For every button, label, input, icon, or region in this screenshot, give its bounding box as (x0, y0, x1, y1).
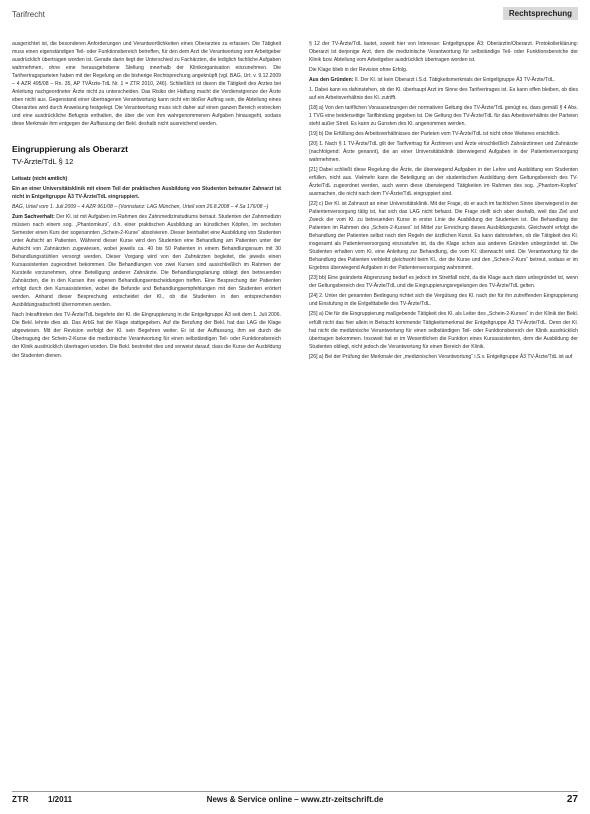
paragraph: [23] bb) Eine geänderte Abgrenzung bedarf es jedoch im Streitfall nicht, da die Klage auch dann unbegründet ist, wenn der Geltungsbereich des TV-Ärzte/TdL und die Eingruppierungsregelungen des TV-Ärzte/TdL gelten. (309, 275, 578, 290)
paragraph: Nach Inkrafttreten des TV-Ärzte/TdL begehrte der Kl. die Eingruppierung in die Entgeltgruppe Ä3 seit dem 1. Juli 2006. Die Bekl. lehnte dies ab. Das ArbG hat der Klage stattgegeben. Auf die Berufung der Bekl. hat das LAG die Klage abgewiesen. Mit der Revision verfolgt der Kl. sein Begehren weiter. Er ist der Auffassung, ihm sei durch die Übertragung der Schein-2-Kurse die medizinische Verantwortung für einen selbständigen Teil- oder Funktionsbereich der Klinik ausdrücklich übertragen worden. Die Bekl. bestreitet dies und verweist darauf, dass die Kurse der Ausbildung der Studenten dienen. (12, 312, 281, 359)
paragraph: [22] c) Der Kl. ist Zahnarzt an einer Universitätsklinik. Mit der Frage, ob er auch im fachlichen Sinne überwiegend in der Patientenversorgung tätig ist, hat sich das LAG nicht befasst. Die Frage stellt sich aber deshalb, weil das Ziel und Zweck der vom Kl. zu betreuenden Kurse in erster Linie die Ausbildung der Studenten ist. Die Behandlung der Patienten im Rahmen des „Schein-2-Kurses“ ist Mittel zur Erreichung dieses Ausbildungsziels. Gleichwohl erfolgt die Behandlung der Patienten selbst nach den Regeln der ärztlichen Kunst. Es kann dahinstehen, ob die Tätigkeit des Kl. insgesamt als Patientenversorgung einzustufen ist, da die Klage schon aus anderen Gründen unbegründet ist. Die Studenten erhalten vom Kl. eine Anleitung zur Behandlung, die vom Kl. überwacht wird. Die Verantwortung für die Behandlung des Patienten verbleibt gleichwohl beim Kl., der die Kurse und den „Schein-2-Kurs“ betreut, sodass er im Ergebnis überwiegend Aufgaben in der Patientenversorgung wahrnimmt. (309, 201, 578, 272)
facts-text: Der Kl. ist mit Aufgaben im Rahmen des Zahnmedizinstudiums betraut. Studenten der Zahnmedizin müssen nach einem sog. „Phantomkurs“, d.h. einer praktischen Ausbildung an künstlichen Köpfen, im sechsten Semester einen Kurs der sogenannten „Schein-2-Kurse“ absolvieren. Dieser beinhaltet eine Ausbildung von Studenten unter Aufsicht an Patienten. Während dieser Kurse wird den Studenten eine Behandlung am Patienten unter der Aufsicht von Zahnärzten zugewiesen, wobei jeweils ca. 40 bis 50 Patienten in einem Behandlungsraum mit 30 Behandlungsstühlen versorgt werden. Dieser Vorgang wird von den Zahnärzten begleitet, die jeweils einen Kursassistenten zugeordnet bekommen. Die Behandlungen von zwei Kursen sind ausschließlich im Rahmen der Kursteile vorzunehmen, ohne Beteiligung anderer Zahnärzte. Die Behandlungsplanung obliegt den betreuenden Zahnärzten, die in den Kursen ihre eigenen Behandlungsentscheidungen treffen. Eine Besprechung der Patienten erfolgt durch den Kursassistenten, wobei die Befunde und Behandlungsempfehlungen mit den Studenten erörtert werden. Anhand dieser Besprechung entscheidet der Kl., ob die Studenten in den entsprechenden Ausbildungsabschnitt übernommen werden. (12, 214, 281, 309)
paragraph: [21] Dabei schließt diese Regelung die Ärzte, die überwiegend Aufgaben in der Lehre und Ausbildung von Studenten erfüllen, nicht aus. Vielmehr kann die Beteiligung an der studentischen Ausbildung dem Geltungsbereich des TV-Ärzte/TdL zugeordnet werden, auch wenn diese überwiegend Tätigkeiten im Rahmen des sog. „Phantom-Kopfes“ ausmachen, die nicht nach dem TV-Ärzte/TdL eingruppiert sind. (309, 167, 578, 198)
paragraph: § 12 der TV-Ärzte/TdL lautet, soweit hier von Interesse: Entgeltgruppe Ä3: Oberärztin/Oberarzt. Protokollerklärung: Oberarzt ist derjenige Arzt, dem die medizinische Verantwortung für selbständige Teil- oder Funktionsbereiche der Klinik bzw. Abteilung vom Arbeitgeber ausdrücklich übertragen worden ist. (309, 41, 578, 64)
footer-rule (12, 791, 578, 792)
paragraph: [24] 2. Unter der genannten Bedingung richtet sich die Vergütung des Kl. nach der für ihn zutreffenden Eingruppierung und Einstufung in die Entgelttabelle des TV-Ärzte/TdL. (309, 293, 578, 308)
page-footer (0, 793, 590, 813)
paragraph: [18] a) Von den tariflichen Voraussetzungen der normativen Geltung des TV-Ärzte/TdL genügt es, dass gemäß § 4 Abs. 1 TVG eine beiderseitige Tarifbindung gegeben ist. Die Geltung des TV-Ärzte/TdL für das Arbeitsverhältnis der Parteien steht außer Streit. Es kann zu Gunsten des Kl. angenommen werden. (309, 105, 578, 128)
article-subheading: TV-Ärzte/TdL § 12 (12, 157, 74, 167)
paragraph: [19] b) Die Erfüllung des Arbeitsverhältnisses der Parteien vom TV-Ärzte/TdL ist nicht ohne Weiteres ersichtlich. (309, 131, 561, 138)
paragraph: 1. Dabei kann es dahinstehen, ob der Kl. überhaupt Arzt im Sinne des Tarifvertrages ist. Es kann offen bleiben, ob dies auf ein Arbeitsverhältnis des Kl. zutrifft. (309, 87, 578, 102)
grounds-text: II. Der Kl. ist kein Oberarzt i.S.d. Tätigkeitsmerkmals der Entgeltgruppe Ä3 TV-Ärzte/TdL. (354, 77, 556, 84)
paragraph: [25] a) Die für die Eingruppierung maßgebende Tätigkeit des Kl. als Leiter des „Schein-2-Kurses“ in der Klinik der Bekl. erfüllt nicht das hier allein in Betracht kommende Tätigkeitsmerkmal der Entgeltgruppe Ä3 TV-Ärzte/TdL. Denn der Kl. hat nicht die medizinische Verantwortung für einen selbständigen Teil- oder Funktionsbereich der Klinik ausdrücklich übertragen bekommen. Insoweit hat er im Wesentlichen die Funktion eines Kursassistenten, dem die Ausbildung der Studenten obliegt, nicht jedoch die Verantwortung für einen Bereich der Klinik. (309, 311, 578, 350)
page-number: 27 (566, 794, 578, 805)
paragraph: Die Klage blieb in der Revision ohne Erfolg. (309, 67, 408, 74)
journal-logo: ZTR (12, 795, 30, 804)
footer-website: News & Service online – www.ztr-zeitschrift.de (206, 795, 384, 804)
grounds-label: Aus den Gründen: (309, 77, 354, 84)
paragraph: [20] 1. Nach § 1 TV-Ärzte/TdL gilt der Tarifvertrag für Ärztinnen und Ärzte einschließlich Zahnärztinnen und Zahnärzte (nachfolgend: Ärzte genannt), die an einer Universitätsklinik überwiegend Aufgaben in der Patientenversorgung wahrnehmen. (309, 141, 578, 164)
paragraph: [26] a) Bei der Prüfung der Merkmale der „medizinischen Verantwortung“ i.S.v. Entgeltgruppe Ä3 TV-Ärzte/TdL ist auf (309, 353, 573, 360)
court-citation: BAG, Urteil vom 1. Juli 2009 – 4 AZR 961/08 – (Vorinstanz: LAG München, Urteil vom 26.8.2008 – 4 Sa 176/08 –) (12, 204, 269, 211)
section-label: Tarifrecht (12, 10, 45, 19)
leitsatz-text: Ein an einer Universitätsklinik mit einem Teil der praktischen Ausbildung von Studenten betrauter Zahnarzt ist nicht in Entgeltgruppe Ä3 TV-Ärzte/TdL eingruppiert. (12, 186, 281, 201)
left-column (12, 40, 281, 362)
leitsatz-label: Leitsatz (nicht amtlich) (12, 176, 68, 183)
paragraph: ausgerichtet ist, die besonderen Anforderungen und Verantwortlichkeiten eines Oberarztes zu erfassen. Die Tätigkeit muss einen eigenständigen Teil- oder Funktionsbereich betreffen, für den dem Arzt die Verantwortung vom Arbeitgeber ausdrücklich übertragen worden ist. Gerade darin liegt der Unterschied zu Fachärzten, die lediglich fachliche Aufgaben wahrnehmen, ohne eine herausgehobene Stellung innerhalb der Klinikorganisation einzunehmen. Die Tarifvertragsparteien haben mit der Regelung an die bisherige Rechtsprechung angeknüpft (vgl. BAG, Urt. v. 9.12.2009 – 4 AZR 495/08 – Rn. 35, AP TVÄrzte-TdL Nr. 1 = ZTR 2010, 246). Schließlich ist davon die Tätigkeit des Arztes bei Anleitung nachgeordneter Ärzte nicht zu unterscheiden. Das Risiko der Haftung macht die Verdienstgrenze der Ärzte eben nicht aus. Gegenstand einer übertragenen Verantwortung kann nicht ein bloßer Auftrag sein, die Abteilung eines Oberarztes wird durch Anweisung festgelegt. Die Verantwortung muss sich daher auf einen ganzen Bereich erstrecken und eine ausdrückliche Befugnis enthalten, die über die von ihm wahrgenommenen Aufgaben hinausgeht, sodass diese Merkmale ihm entgegen der Auffassung der Bekl. deshalb nicht ausreichend werden. (12, 41, 281, 128)
issue-number: 1/2011 (48, 795, 73, 804)
facts-label: Zum Sachverhalt: (12, 214, 55, 221)
right-column (309, 40, 578, 363)
article-heading: Eingruppierung als Oberarzt (12, 144, 129, 155)
section-badge: Rechtsprechung (503, 7, 578, 20)
page-header (0, 0, 590, 26)
